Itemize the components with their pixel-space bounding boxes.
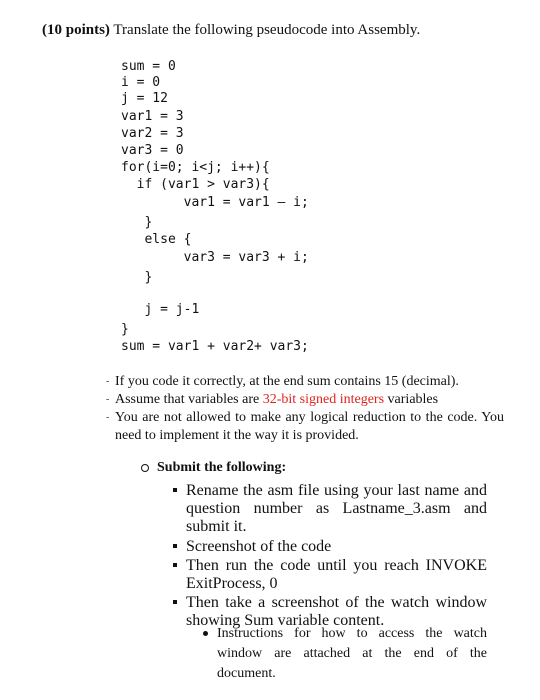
submit-item-text: Then take a screenshot of the watch window showing Sum variable content. bbox=[186, 594, 487, 629]
note-text: variables bbox=[384, 392, 439, 407]
submit-item-text: Then run the code until you reach INVOKE ExitProcess, 0 bbox=[186, 557, 487, 592]
code-line: j = 12 bbox=[121, 91, 168, 106]
notes-list bbox=[104, 373, 504, 445]
watch-window-instructions bbox=[199, 624, 487, 684]
code-line: } bbox=[121, 270, 153, 285]
code-line: sum = var1 + var2+ var3; bbox=[121, 339, 309, 354]
code-line: if (var1 > var3){ bbox=[121, 177, 270, 192]
highlighted-text: 32-bit signed integers bbox=[262, 392, 385, 407]
points-label: (10 points) bbox=[42, 22, 110, 38]
square-bullet-icon bbox=[173, 544, 177, 548]
note-item bbox=[104, 373, 504, 391]
question-title bbox=[42, 20, 420, 40]
submit-item-text: Rename the asm file using your last name and question number as Lastname_3.asm and submit it. bbox=[186, 482, 487, 535]
submit-items-list bbox=[169, 482, 487, 630]
square-bullet-icon bbox=[173, 600, 177, 604]
code-line: var3 = 0 bbox=[121, 143, 184, 158]
code-line: var2 = 3 bbox=[121, 126, 184, 141]
code-line: var1 = 3 bbox=[121, 109, 184, 124]
note-text: If you code it correctly, at the end sum contains 15 (decimal). bbox=[115, 374, 459, 389]
code-line: var3 = var3 + i; bbox=[121, 250, 309, 265]
dash-bullet-icon: - bbox=[106, 394, 110, 405]
dash-bullet-icon: - bbox=[106, 412, 110, 423]
question-prompt: Translate the following pseudocode into Assembly. bbox=[109, 22, 421, 38]
code-line: i = 0 bbox=[121, 75, 161, 90]
instruction-item bbox=[199, 624, 487, 684]
submit-item-text: Screenshot of the code bbox=[186, 538, 332, 555]
note-item bbox=[104, 409, 504, 445]
note-text: You are not allowed to make any logical reduction to the code. You need to implement it the way it is provided. bbox=[115, 410, 504, 443]
code-line: var1 = var1 – i; bbox=[121, 195, 309, 210]
note-item bbox=[104, 391, 504, 409]
submit-item bbox=[169, 538, 487, 556]
code-line: j = j-1 bbox=[121, 302, 200, 317]
square-bullet-icon bbox=[173, 488, 177, 492]
code-line: for(i=0; i<j; i++){ bbox=[121, 160, 270, 175]
instruction-text: Instructions for how to access the watch window are attached at the end of the document. bbox=[217, 626, 487, 681]
circle-bullet-icon bbox=[141, 464, 149, 472]
code-line: } bbox=[121, 215, 153, 230]
square-bullet-icon bbox=[173, 563, 177, 567]
submit-heading bbox=[141, 459, 501, 477]
dash-bullet-icon: - bbox=[106, 376, 110, 387]
submit-heading-text: Submit the following: bbox=[157, 460, 287, 475]
dot-bullet-icon bbox=[203, 631, 208, 636]
note-text: Assume that variables are bbox=[115, 392, 263, 407]
code-line: else { bbox=[121, 232, 192, 247]
submit-section bbox=[141, 459, 501, 477]
code-line: } bbox=[121, 322, 129, 337]
submit-item bbox=[169, 482, 487, 536]
submit-item bbox=[169, 557, 487, 593]
code-line: sum = 0 bbox=[121, 59, 176, 74]
